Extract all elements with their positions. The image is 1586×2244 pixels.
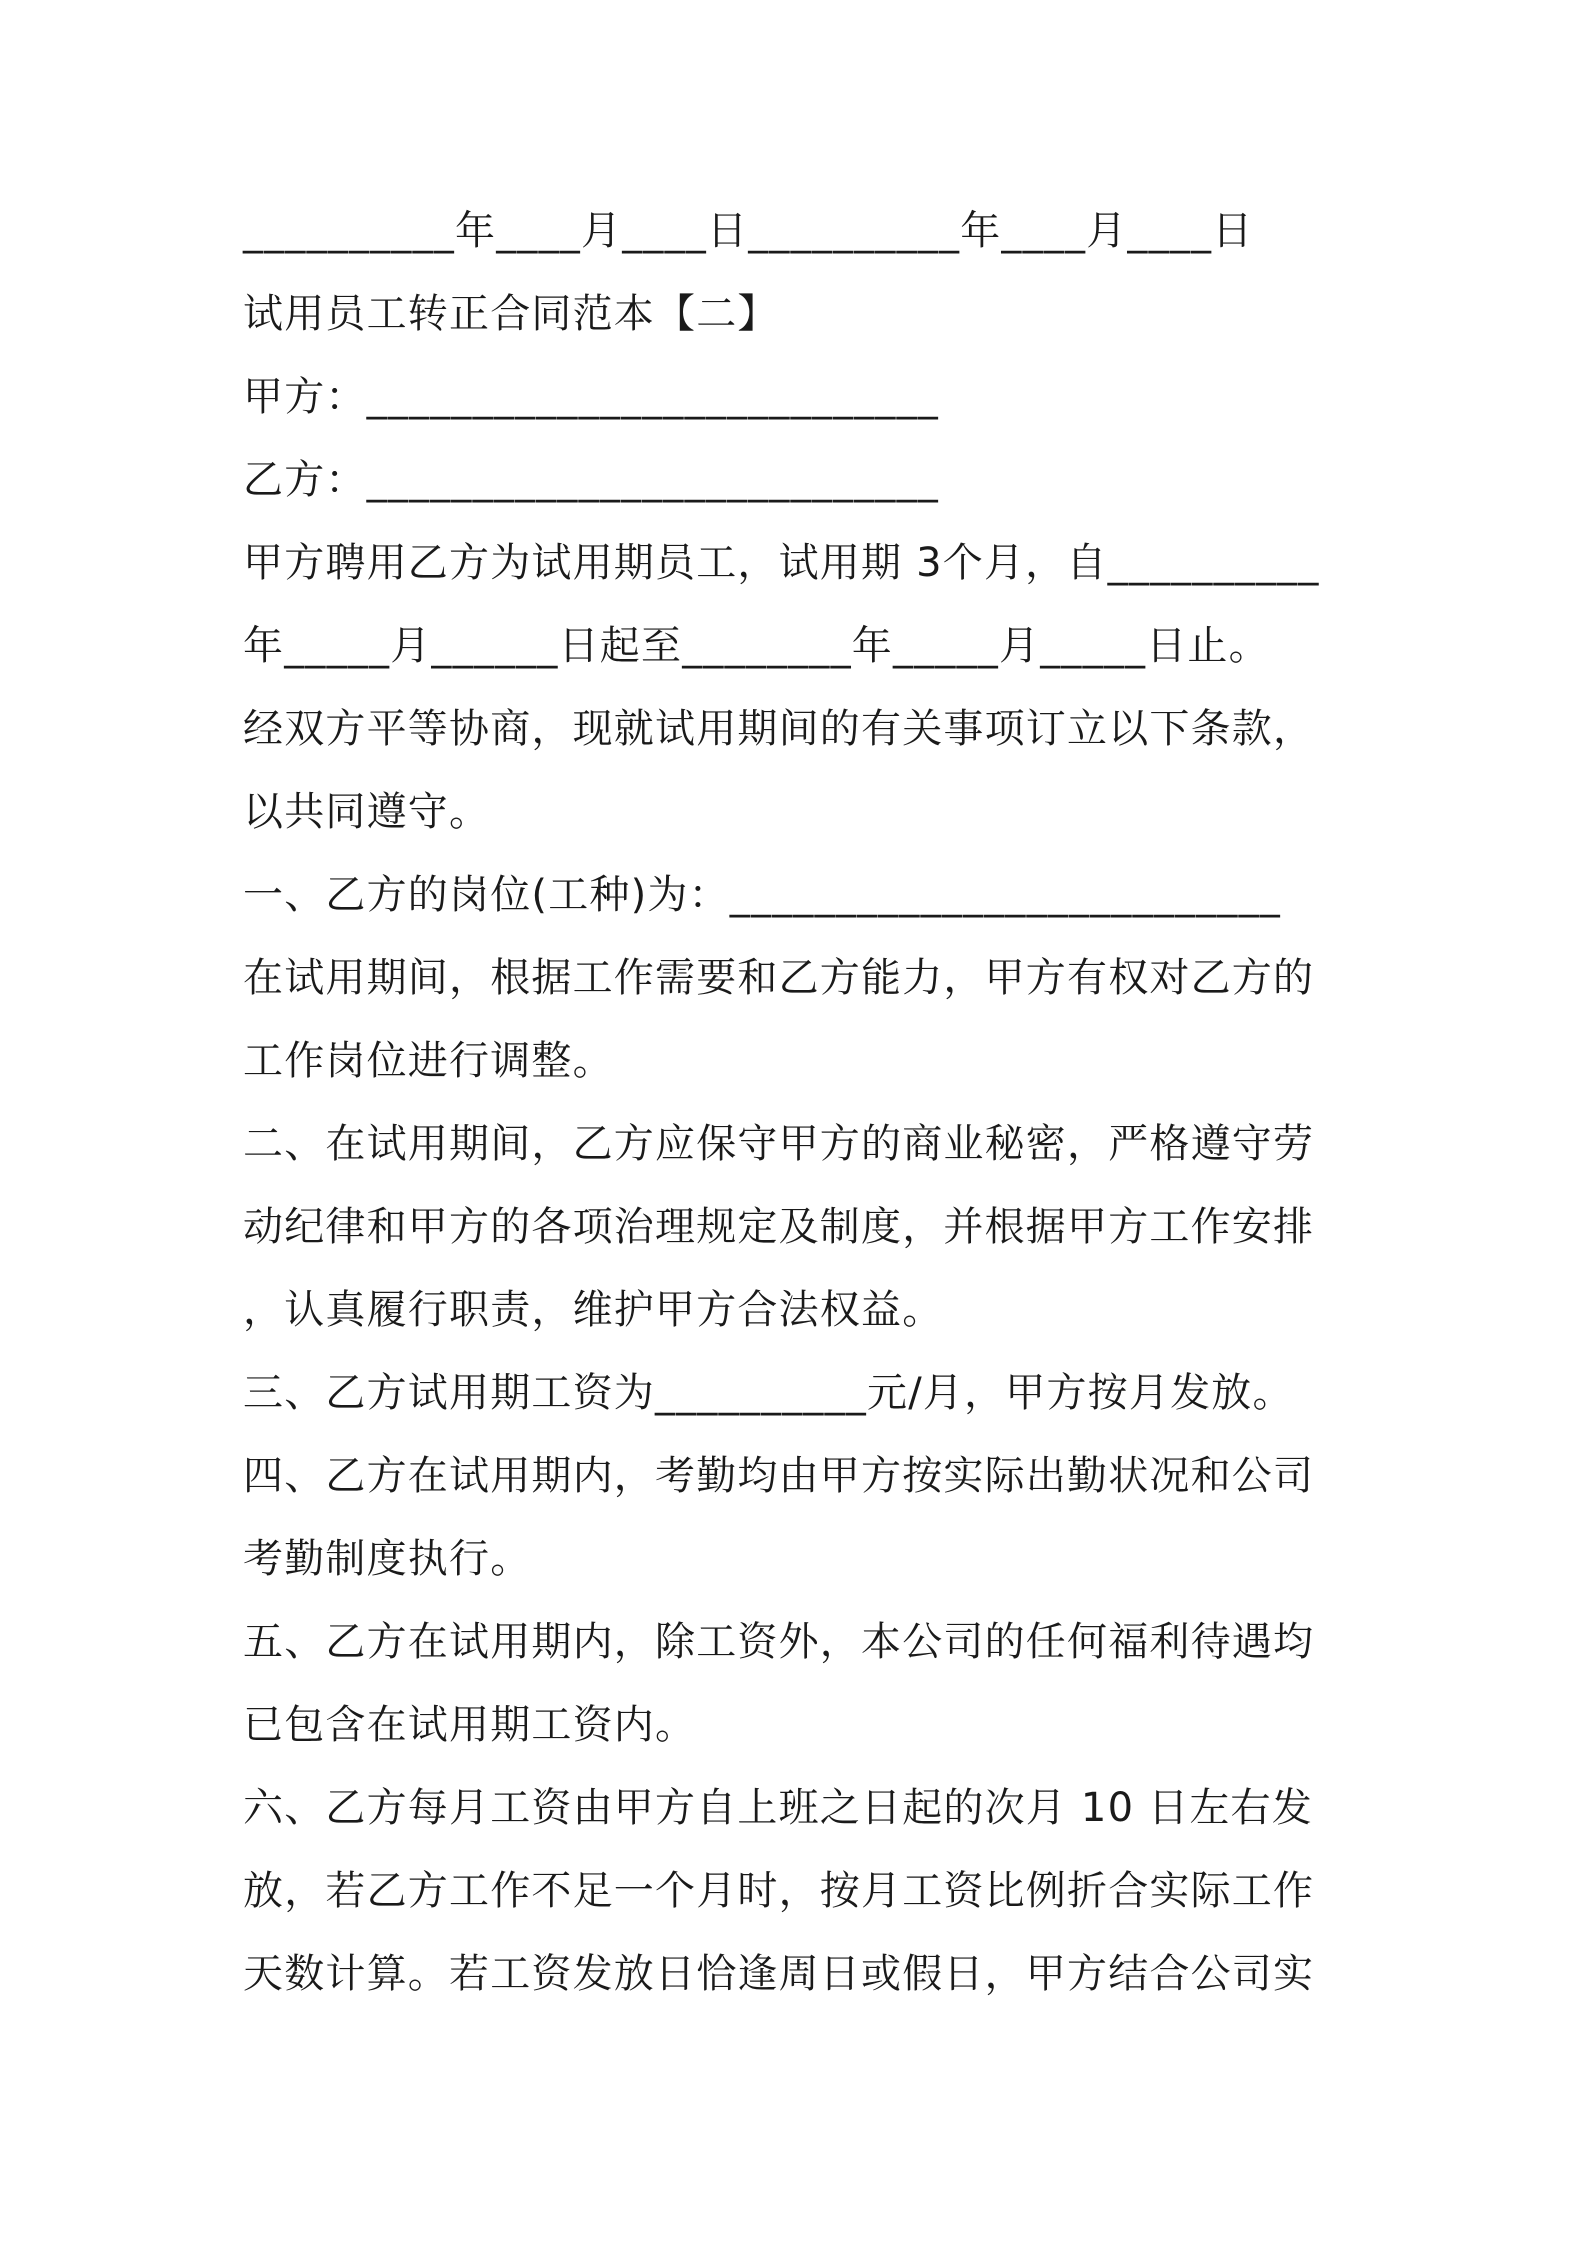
clause-1-line: 一、乙方的岗位(工种)为：__________________________ — [243, 872, 1282, 918]
body-line: 天数计算。若工资发放日恰逢周日或假日，甲方结合公司实 — [243, 1951, 1315, 1997]
body-line: 经双方平等协商，现就试用期间的有关事项订立以下条款， — [243, 706, 1315, 752]
clause-3-line: 三、乙方试用期工资为__________元/月，甲方按月发放。 — [243, 1370, 1294, 1416]
body-line: 考勤制度执行。 — [243, 1536, 532, 1582]
clause-5-line: 五、乙方在试用期内，除工资外，本公司的任何福利待遇均 — [243, 1619, 1315, 1665]
clause-4-line: 四、乙方在试用期内，考勤均由甲方按实际出勤状况和公司 — [243, 1453, 1315, 1499]
body-line: 已包含在试用期工资内。 — [243, 1702, 697, 1748]
clause-6-line: 六、乙方每月工资由甲方自上班之日起的次月 10 日左右发 — [243, 1785, 1313, 1831]
body-line: 甲方聘用乙方为试用期员工，试用期 3个月，自__________ — [243, 540, 1320, 586]
body-line: 在试用期间，根据工作需要和乙方能力，甲方有权对乙方的 — [243, 955, 1315, 1001]
body-line: 工作岗位进行调整。 — [243, 1038, 614, 1084]
document-body — [243, 190, 1358, 2016]
party-b-line: 乙方：___________________________ — [243, 457, 939, 503]
body-line: 动纪律和甲方的各项治理规定及制度，并根据甲方工作安排 — [243, 1204, 1315, 1250]
party-a-line: 甲方：___________________________ — [243, 374, 939, 420]
clause-2-line: 二、在试用期间，乙方应保守甲方的商业秘密，严格遵守劳 — [243, 1121, 1315, 1167]
body-line: 以共同遵守。 — [243, 789, 491, 835]
body-line: 年_____月______日起至________年_____月_____日止。 — [243, 623, 1270, 669]
body-line: 放，若乙方工作不足一个月时，按月工资比例折合实际工作 — [243, 1868, 1315, 1914]
document-title: 试用员工转正合同范本【二】 — [243, 291, 779, 337]
date-line: __________年____月____日__________年____月____日 — [243, 208, 1254, 254]
body-line: ，认真履行职责，维护甲方合法权益。 — [243, 1287, 944, 1333]
